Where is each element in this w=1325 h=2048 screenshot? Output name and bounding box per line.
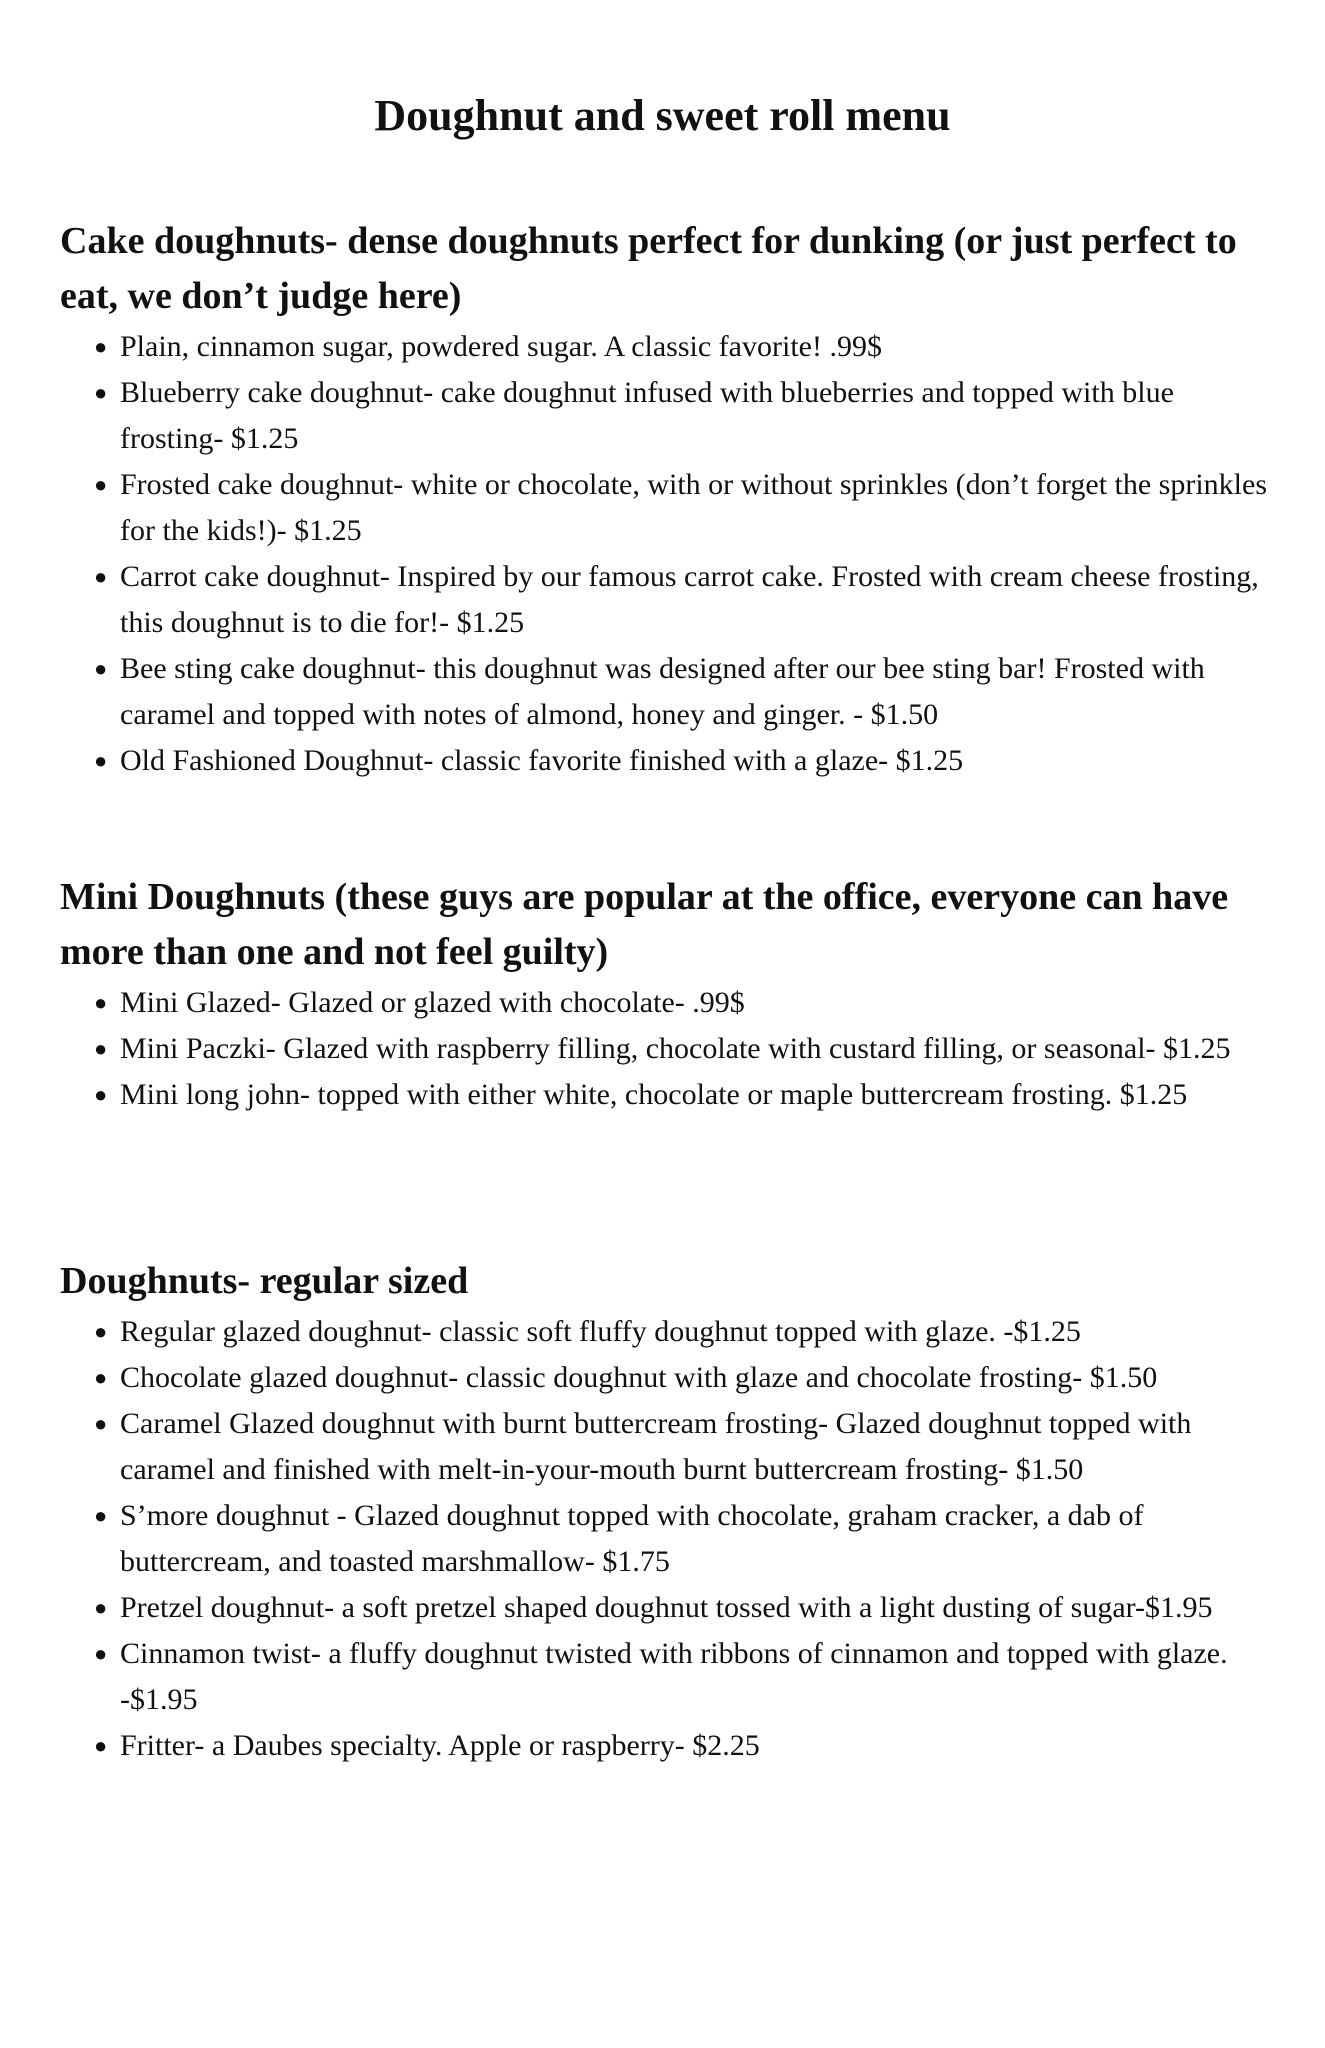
- bullet-icon: ●: [94, 472, 108, 497]
- list-item: [60, 646, 1270, 738]
- item-text: Plain, cinnamon sugar, powdered sugar. A classic favorite! .99$: [120, 330, 882, 363]
- list-item: [60, 554, 1270, 646]
- item-text: Frosted cake doughnut- white or chocolate, with or without sprinkles (don’t forget the sprinkles for the kids!)- $1.25: [120, 468, 1268, 547]
- bullet-icon: ●: [94, 1503, 108, 1528]
- item-text: Mini Glazed- Glazed or glazed with chocolate- .99$: [120, 986, 745, 1019]
- item-list: [60, 980, 1270, 1118]
- section-heading: Mini Doughnuts (these guys are popular at the office, everyone can have more than one and not feel guilty): [60, 876, 1229, 973]
- bullet-icon: ●: [94, 1365, 108, 1390]
- bullet-icon: ●: [94, 990, 108, 1015]
- page-title: Doughnut and sweet roll menu: [374, 91, 951, 140]
- section-mini-doughnuts: [60, 870, 1270, 1118]
- section-regular-doughnuts: [60, 1254, 1270, 1769]
- bullet-icon: ●: [94, 380, 108, 405]
- bullet-icon: ●: [94, 564, 108, 589]
- list-item: [60, 1493, 1270, 1585]
- bullet-icon: ●: [94, 1733, 108, 1758]
- item-text: Regular glazed doughnut- classic soft fluffy doughnut topped with glaze. -$1.25: [120, 1315, 1081, 1348]
- bullet-icon: ●: [94, 1595, 108, 1620]
- list-item: [60, 980, 1270, 1026]
- item-text: Bee sting cake doughnut- this doughnut was designed after our bee sting bar! Frosted with caramel and topped with notes of almond, honey and ginger. - $1.50: [120, 652, 1205, 731]
- item-text: Cinnamon twist- a fluffy doughnut twisted with ribbons of cinnamon and topped with glaze. -$1.95: [120, 1637, 1228, 1716]
- bullet-icon: ●: [94, 656, 108, 681]
- list-item: [60, 324, 1270, 370]
- item-text: Pretzel doughnut- a soft pretzel shaped doughnut tossed with a light dusting of sugar-$1.95: [120, 1591, 1213, 1624]
- list-item: [60, 1072, 1270, 1118]
- bullet-icon: ●: [94, 748, 108, 773]
- item-text: S’more doughnut - Glazed doughnut topped with chocolate, graham cracker, a dab of buttercream, and toasted marshmallow- $1.75: [120, 1499, 1144, 1578]
- item-text: Caramel Glazed doughnut with burnt buttercream frosting- Glazed doughnut topped with caramel and finished with melt-in-your-mouth burnt buttercream frosting- $1.50: [120, 1407, 1192, 1486]
- section-heading: Cake doughnuts- dense doughnuts perfect for dunking (or just perfect to eat, we don’t judge here): [60, 220, 1237, 317]
- bullet-icon: ●: [94, 334, 108, 359]
- bullet-icon: ●: [94, 1411, 108, 1436]
- item-text: Mini long john- topped with either white, chocolate or maple buttercream frosting. $1.25: [120, 1078, 1188, 1111]
- bullet-icon: ●: [94, 1641, 108, 1666]
- bullet-icon: ●: [94, 1319, 108, 1344]
- list-item: [60, 370, 1270, 462]
- section-cake-doughnuts: [60, 214, 1270, 784]
- item-text: Chocolate glazed doughnut- classic doughnut with glaze and chocolate frosting- $1.50: [120, 1361, 1158, 1394]
- list-item: [60, 1585, 1270, 1631]
- section-heading: Doughnuts- regular sized: [60, 1260, 469, 1302]
- list-item: [60, 1723, 1270, 1769]
- item-text: Mini Paczki- Glazed with raspberry filling, chocolate with custard filling, or seasonal- $1.25: [120, 1032, 1231, 1065]
- item-text: Old Fashioned Doughnut- classic favorite finished with a glaze- $1.25: [120, 744, 964, 777]
- list-item: [60, 1401, 1270, 1493]
- item-text: Carrot cake doughnut- Inspired by our famous carrot cake. Frosted with cream cheese frosting, this doughnut is to die for!- $1.25: [120, 560, 1259, 639]
- list-item: [60, 1309, 1270, 1355]
- list-item: [60, 462, 1270, 554]
- item-list: [60, 324, 1270, 784]
- list-item: [60, 1355, 1270, 1401]
- item-text: Blueberry cake doughnut- cake doughnut infused with blueberries and topped with blue frosting- $1.25: [120, 376, 1174, 455]
- bullet-icon: ●: [94, 1036, 108, 1061]
- item-list: [60, 1309, 1270, 1769]
- list-item: [60, 738, 1270, 784]
- item-text: Fritter- a Daubes specialty. Apple or raspberry- $2.25: [120, 1729, 760, 1762]
- list-item: [60, 1026, 1270, 1072]
- bullet-icon: ●: [94, 1082, 108, 1107]
- list-item: [60, 1631, 1270, 1723]
